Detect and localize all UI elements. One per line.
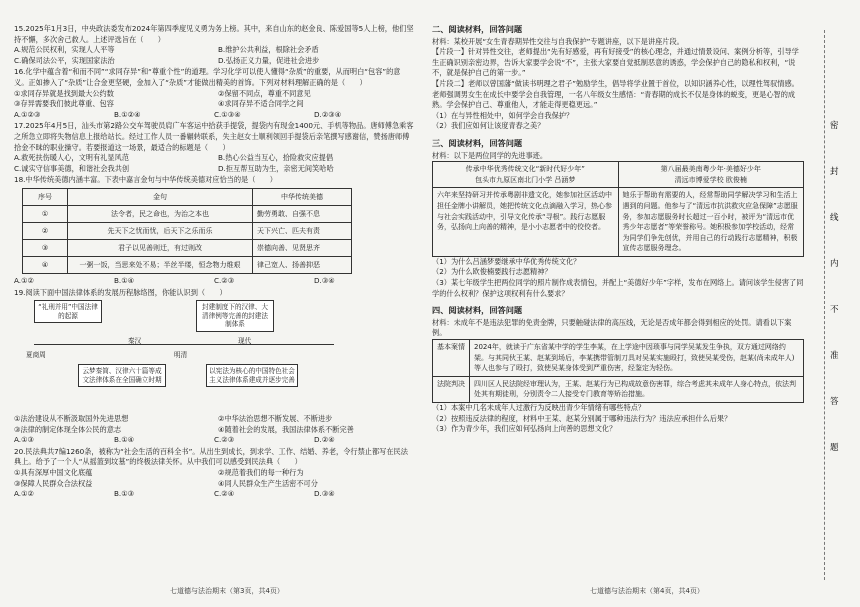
statement: ③存异需要我们彼此尊重、包容 [14,99,114,109]
table-header: 法院判决 [433,376,470,402]
option-b[interactable]: B.①④ [114,275,135,285]
table-cell: 勤劳勇敢、自强不息 [253,205,352,222]
statement: ①具有深厚中国文化底蕴 [14,468,93,478]
case-table [432,339,804,403]
option-d[interactable]: D.③④ [314,275,335,285]
table-cell: ③ [23,239,68,256]
option-b[interactable]: B.热心公益当互心，拾险救灾应提倡 [218,153,334,163]
section-title: 三、阅读材料，回答问题 [432,137,523,148]
question-20-statements [14,468,414,489]
option-a[interactable]: A.救死扶伤暖人心，文明有礼显风范 [14,153,129,163]
option-a[interactable]: A.规范公民权利，实现人人平等 [14,45,115,55]
seal-notice [830,120,840,488]
section-3 [432,138,804,299]
section-title: 二、阅读材料，回答问题 [432,24,523,34]
section-title: 四、阅读材料，回答问题 [432,305,523,316]
statement: ①法治建设从不断汲取国外先进思想 [14,414,129,424]
option-a[interactable]: A.①②③ [14,109,41,119]
material-text: 材料：未成年不是违法犯罪的免责金牌，只要触碰法律的高压线，无论是否成年都会得到相应的处罚。请看以下案例。 [432,317,792,338]
statement: ②中华法治思想不断发展、不断进步 [218,414,333,424]
option-c[interactable]: C.诚实守信事美德，和谐社会我共创 [14,163,130,173]
question-20-options [14,489,414,500]
table-cell: ① [23,205,68,222]
option-b[interactable]: B.维护公共利益，根除社会矛盾 [218,45,319,55]
table-row [23,205,352,222]
right-column [432,24,804,435]
seal-char: 准 [830,351,839,361]
question-17 [14,121,414,174]
option-b[interactable]: B.①②④ [114,109,141,119]
table-header-row [23,188,352,205]
question-17-stem: 17.2025年4月5日，汕头市第2路公交车驾驶员肩广车客运中拾获手提袋，提袋内有现金1400元、手机等物品。唐师傅急乘客之所急立即将失物信息上报给站长。经过工作人员一番辗转联系，失主赵女士顺利领回手提袋后亲笔撰写感谢信，赞扬唐师傅拾金不昧的职业操守。若要报道这一场景，最适合的标题是（ ） [14,121,414,152]
statement: ①求同存异就是找到最大公约数 [14,88,114,98]
sub-question: （2）为什么欧俊楠要践行志愿精神？ [432,267,552,277]
table-cell: 先天下之忧而忧，后天下之乐而乐 [68,222,253,239]
page-footer-right: 七道德与法治期末（第4页，共4页） [590,587,704,595]
diagram-box: 以宪法为核心的中国特色社会主义法律体系建成并逐步完善 [206,364,298,387]
timeline-axis [34,344,334,345]
question-19-stem: 19.阅读下面中国法律体系的发展历程脉络图，你能认识到（ ） [14,287,227,297]
table-cell: 一粥一饭，当思来处不易；半丝半缕，恒念物力维艰 [68,256,253,273]
table-cell: 四川区人民法院经审理认为，王某、赵某行为已构成故意伤害罪，综合考虑其未成年人身心特点，依法判处其有期徒刑，分别责令二人接受专门教育等矫治措施。 [470,376,804,402]
statement: ③法律的制定体现全体公民的意志 [14,424,122,434]
question-19 [14,288,414,446]
seal-char: 内 [830,259,839,269]
question-18 [14,175,414,286]
material-text: 材料：某校开展“女生青春期异性交往与自我保护”专题讲座，以下是讲座片段。 [432,36,684,46]
page-footer-left: 七道德与法治期末（第3页，共4页） [170,587,284,595]
question-16 [14,67,414,120]
table-header: 第八届最美南粤少年·美德好少年 清远市博爱学校 欧俊楠 [618,162,804,188]
seal-char: 题 [830,443,839,453]
question-16-statements [14,89,414,110]
question-18-options [14,276,414,287]
question-20-stem: 20.民法典共7编1260条，被称为“社会生活的百科全书”。从出生到成长，到求学、工作、结婚、养老，令行禁止都写在民法典上。给予了一个人“从摇篮到坟墓”的终极法律关怀。从中我们可以感受到民法典（ ） [14,446,408,467]
option-d[interactable]: D.③④ [314,489,335,499]
table-header: 基本案情 [433,340,470,377]
table-cell: 天下兴亡、匹夫有责 [253,222,352,239]
question-17-options [14,153,414,174]
question-16-options [14,110,414,121]
diagram-box: “礼刑并用”中国法律的起源 [34,300,102,323]
statement: ②规范着我们的每一种行为 [218,468,304,478]
question-19-statements [14,414,414,435]
option-c[interactable]: C.②③ [214,435,235,445]
question-15-options [14,45,414,66]
virtue-table [22,188,352,274]
sub-question: （1）在与异性相处中，如何学会自我保护？ [432,110,574,120]
option-a[interactable]: A.①② [14,275,34,285]
question-19-options [14,435,414,446]
option-a[interactable]: A.①② [14,489,34,499]
table-cell: 法令者，民之命也，为治之本也 [68,205,253,222]
table-cell: 崇德向善、见贤思齐 [253,239,352,256]
table-row [433,188,804,257]
option-d[interactable]: D.②③④ [314,109,342,119]
material-text: 材料：以下是两位同学的先进事迹。 [432,150,548,160]
statement: ③保障人民群众合法权益 [14,478,93,488]
table-cell: ④ [23,256,68,273]
option-a[interactable]: A.①③ [14,435,34,445]
option-c[interactable]: C.②③ [214,275,235,285]
option-c[interactable]: C.②④ [214,489,235,499]
question-20 [14,447,414,500]
binding-margin [818,0,860,607]
table-header: 序号 [23,188,68,205]
question-18-stem: 18.中华传统美德内涵丰富。下表中嘉言金句与中华传统美德对应恰当的是（ ） [14,175,277,185]
diagram-box: 云梦秦简、汉律六十篇等成文法律体系在全国确立时期 [78,364,166,387]
table-header: 传承中华优秀传统文化“新时代好少年” 包头市九原区南北门小学 吕涵梦 [433,162,619,188]
table-header-row [433,162,804,188]
statement: ④随着社会的发展，我国法律体系不断完善 [218,424,354,434]
table-row [433,376,804,402]
sub-question: （2）按照违反法律的程度，材料中王某、赵某分别属于哪种违法行为？违法应承担什么后果？ [432,413,732,423]
option-c[interactable]: C.①③④ [214,109,241,119]
table-cell: 六年来坚持研习并传承粤剧非遗文化，她参加社区活动中担任金牌小讲解员，她把传统文化点滴融入学习，热心参与社会实践活动中，引导文化传承“寻根”。践行志愿服务，弘扬向上向善的精神，是小小志愿者中的佼佼者。 [433,188,619,257]
sub-question: （1）为什么吕涵梦要继承中华优秀传统文化？ [432,256,581,266]
option-d[interactable]: D.②④ [314,435,335,445]
seal-char: 密 [830,121,839,131]
law-history-diagram [24,300,354,412]
option-c[interactable]: C.确保司法公平，实现国家法治 [14,55,115,65]
sub-question: （3）作为青少年，我们应如何弘扬向上向善的思想文化？ [432,424,617,434]
table-row [23,239,352,256]
statement: ②保留不同点，尊重不同意见 [218,88,311,98]
material-paragraph: 【片段二】老师以曾国藩“做读书明理之君子”勉励学生，倡导将学业置于首位，以知识涵养心性，以理性驾驭情感。老师强调男女生在成长中要学会自我管理，一名八年级女生感悟：“青春期的成长不仅是身体的蜕变，更是心智的成熟。学会保护自己、尊重他人，才能走得更稳更远。” [432,78,799,110]
sub-question: （2）我们应如何让该度青春之美？ [432,121,545,131]
sub-question: （1）本案中几名未成年人过激行为反映出青少年情绪有哪些特点？ [432,403,646,412]
seal-line [824,30,825,580]
table-cell: 君子以见善则迁，有过则改 [68,239,253,256]
diagram-box: 封建制度下的汉律、大清律例等完善的封建法制体系 [196,300,274,332]
option-b[interactable]: B.①④ [114,435,135,445]
option-d[interactable]: D.拒互帮互助为生，亲密无间笑哈哈 [218,163,334,173]
left-column [14,24,414,501]
statement: ④同人民群众生产生活密不可分 [218,478,318,488]
seal-char: 不 [830,305,839,315]
table-header: 金句 [68,188,253,205]
question-15 [14,24,414,66]
era-label: 明清 [174,351,188,360]
statement: ④求同存异不适合同学之间 [218,99,304,109]
seal-char: 封 [830,167,839,177]
student-deeds-table [432,161,804,257]
table-header: 中华传统美德 [253,188,352,205]
table-cell: ② [23,222,68,239]
option-d[interactable]: D.弘扬正义力量，促进社会进步 [218,55,320,65]
section-2 [432,24,804,132]
table-row [433,340,804,377]
seal-char: 答 [830,397,839,407]
table-cell: 律己宽人、扬善抑恶 [253,256,352,273]
table-row [23,222,352,239]
sub-question: （3）某七年级学生把两位同学的照片制作成表情包，并配上“美德好少年”字样，发布在网络上。请问该学生侵害了同学的什么权利？保护这项权利有什么要求？ [432,278,804,298]
era-label: 现代 [238,337,252,346]
era-label: 秦汉 [128,337,142,346]
table-cell: 她乐于帮助有需要的人，经常帮助同学解决学习和生活上遇到的问题。他参与了“清远市抗洪救灾应急保障”志愿服务，参加志愿服务时长超过一百小时，被评为“清远市优秀少年志愿者”等荣誉称号。她积极参加学校活动，经常为同学们争先创优，并用自己的行动践行志愿精神，积极宣传志愿服务理念。 [618,188,804,257]
table-cell: 2024年，就读于广东省某中学的学生李某，在上学途中因琐事与同学吴某发生争执，双方通过网络约架。与其同伙王某、赵某到场后，李某携带管制刀具对吴某实施殴打，致使吴某受伤，赵某(尚未成年人)等人也参与了殴打，致使吴某身体受到严重伤害，经鉴定为轻伤。 [470,340,804,377]
section-4 [432,305,804,435]
question-15-stem: 15.2025年1月3日，中央政法委发布2024年第四季度见义勇为务上榜。其中，来自山东的赵金良、陈爱国等5人上榜，他们坚持不懈，多次舍己救人。上述评选旨在（ ） [14,24,414,44]
material-paragraph: 【片段一】针对异性交往，老师提出“先有好感爱，再有好接受”的核心理念，并通过情景设问、案例分析等，引导学生正确识别亲密边界，告诉大家要学会说“不”，主张大家要自觉抵制恶意的诱惑，学会保护自己的隐私和权利，“说不，就是保护自己的第一步。” [432,47,799,78]
question-16-stem: 16.化学中蕴含着“和而不同”“求同存异”和“尊重个性”的道理。学习化学可以使人懂得“杂质”的重要，从而明白“包容”的意义。正如掺入了“杂质”让合金更坚硬，金加入了“杂质”才能做出精美的首饰。下列对材料理解正确的是（ ） [14,67,401,87]
table-row [23,256,352,273]
era-label: 夏商周 [26,351,46,360]
option-b[interactable]: B.①③ [114,489,135,499]
seal-char: 线 [830,213,839,223]
